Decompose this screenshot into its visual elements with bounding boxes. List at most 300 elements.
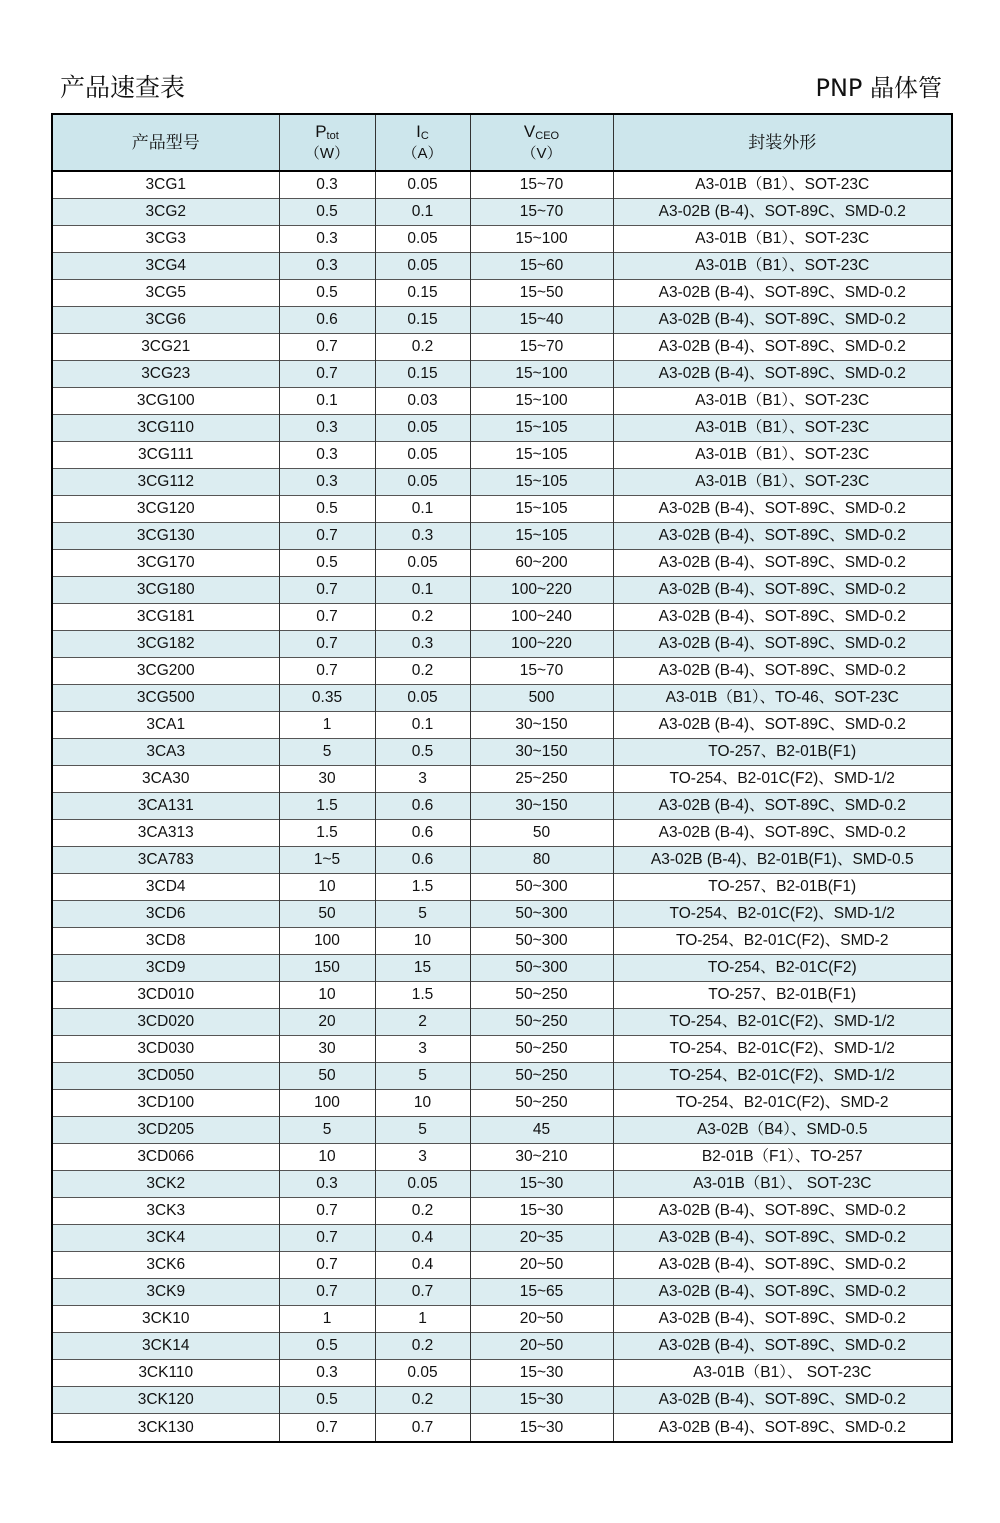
- cell-ptot: 0.35: [279, 685, 375, 712]
- cell-package: TO-254、B2-01C(F2)、SMD-1/2: [613, 1009, 951, 1036]
- cell-vceo: 15~70: [470, 658, 613, 685]
- cell-model: 3CK120: [53, 1387, 279, 1414]
- cell-ic: 0.2: [375, 658, 470, 685]
- cell-ptot: 0.5: [279, 1333, 375, 1360]
- table-row: [53, 820, 951, 847]
- cell-ic: 0.1: [375, 199, 470, 226]
- table-row: [53, 469, 951, 496]
- cell-ic: 0.05: [375, 469, 470, 496]
- cell-model: 3CD8: [53, 928, 279, 955]
- column-header-model: [53, 115, 279, 171]
- table-row: [53, 604, 951, 631]
- cell-vceo: 15~105: [470, 523, 613, 550]
- cell-package: A3-02B (B-4)、SOT-89C、SMD-0.2: [613, 307, 951, 334]
- cell-model: 3CG130: [53, 523, 279, 550]
- cell-package: A3-02B (B-4)、B2-01B(F1)、SMD-0.5: [613, 847, 951, 874]
- cell-package: A3-01B（B1）、SOT-23C: [613, 253, 951, 280]
- table-row: [53, 766, 951, 793]
- cell-ptot: 1.5: [279, 820, 375, 847]
- cell-package: A3-01B（B1）、TO-46、SOT-23C: [613, 685, 951, 712]
- cell-ic: 0.05: [375, 226, 470, 253]
- cell-vceo: 15~30: [470, 1360, 613, 1387]
- cell-vceo: 15~30: [470, 1414, 613, 1442]
- column-header-ic: [375, 115, 470, 171]
- cell-model: 3CD020: [53, 1009, 279, 1036]
- table-row: [53, 847, 951, 874]
- cell-package: A3-01B（B1）、 SOT-23C: [613, 1171, 951, 1198]
- cell-package: A3-02B (B-4)、SOT-89C、SMD-0.2: [613, 1306, 951, 1333]
- ptot-symbol-letter: P: [315, 121, 327, 141]
- cell-ic: 0.1: [375, 496, 470, 523]
- cell-ptot: 0.7: [279, 631, 375, 658]
- cell-model: 3CG1: [53, 171, 279, 199]
- cell-ptot: 30: [279, 766, 375, 793]
- cell-ptot: 0.5: [279, 199, 375, 226]
- table-row: [53, 1225, 951, 1252]
- cell-ic: 0.05: [375, 442, 470, 469]
- table-row: [53, 550, 951, 577]
- cell-package: TO-257、B2-01B(F1): [613, 874, 951, 901]
- cell-model: 3CG181: [53, 604, 279, 631]
- table-row: [53, 442, 951, 469]
- table-row: [53, 199, 951, 226]
- cell-vceo: 50~250: [470, 1090, 613, 1117]
- cell-vceo: 50~300: [470, 901, 613, 928]
- cell-model: 3CG120: [53, 496, 279, 523]
- cell-ic: 3: [375, 1144, 470, 1171]
- cell-model: 3CD010: [53, 982, 279, 1009]
- vceo-symbol-subscript: CEO: [535, 129, 560, 142]
- cell-package: A3-02B (B-4)、SOT-89C、SMD-0.2: [613, 550, 951, 577]
- cell-ic: 0.2: [375, 1198, 470, 1225]
- cell-ic: 0.05: [375, 415, 470, 442]
- cell-model: 3CA30: [53, 766, 279, 793]
- cell-vceo: 20~50: [470, 1333, 613, 1360]
- vceo-symbol-letter: V: [523, 121, 536, 141]
- cell-package: A3-02B (B-4)、SOT-89C、SMD-0.2: [613, 658, 951, 685]
- table-row: [53, 1036, 951, 1063]
- cell-vceo: 80: [470, 847, 613, 874]
- ptot-symbol-subscript: tot: [326, 129, 339, 142]
- cell-ptot: 0.7: [279, 604, 375, 631]
- cell-package: A3-02B (B-4)、SOT-89C、SMD-0.2: [613, 334, 951, 361]
- cell-vceo: 15~100: [470, 361, 613, 388]
- cell-vceo: 15~105: [470, 442, 613, 469]
- column-header-model-label: 产品型号: [131, 132, 200, 152]
- cell-vceo: 45: [470, 1117, 613, 1144]
- table-row: [53, 1414, 951, 1442]
- page-subtitle: PNP 晶体管: [815, 74, 942, 102]
- cell-model: 3CG500: [53, 685, 279, 712]
- cell-ic: 0.4: [375, 1225, 470, 1252]
- ic-symbol-letter: I: [416, 121, 421, 141]
- cell-ic: 0.1: [375, 712, 470, 739]
- cell-model: 3CG3: [53, 226, 279, 253]
- cell-ptot: 0.7: [279, 334, 375, 361]
- cell-ptot: 0.7: [279, 1414, 375, 1442]
- cell-ic: 0.3: [375, 631, 470, 658]
- cell-ic: 5: [375, 1117, 470, 1144]
- table-row: [53, 1090, 951, 1117]
- cell-model: 3CA783: [53, 847, 279, 874]
- cell-ic: 0.05: [375, 1171, 470, 1198]
- cell-vceo: 25~250: [470, 766, 613, 793]
- cell-model: 3CG170: [53, 550, 279, 577]
- cell-ptot: 5: [279, 1117, 375, 1144]
- cell-ptot: 1: [279, 1306, 375, 1333]
- cell-model: 3CK4: [53, 1225, 279, 1252]
- table-row: [53, 1009, 951, 1036]
- cell-package: A3-02B (B-4)、SOT-89C、SMD-0.2: [613, 1252, 951, 1279]
- cell-model: 3CD030: [53, 1036, 279, 1063]
- table-body: [53, 171, 951, 1441]
- cell-vceo: 30~150: [470, 739, 613, 766]
- table-row: [53, 712, 951, 739]
- cell-vceo: 50~250: [470, 1063, 613, 1090]
- cell-package: TO-254、B2-01C(F2)、SMD-1/2: [613, 901, 951, 928]
- cell-model: 3CG6: [53, 307, 279, 334]
- cell-ptot: 0.3: [279, 1360, 375, 1387]
- cell-ic: 1: [375, 1306, 470, 1333]
- table-row: [53, 388, 951, 415]
- cell-package: TO-254、B2-01C(F2)、SMD-2: [613, 1090, 951, 1117]
- ic-unit: （A）: [402, 144, 443, 162]
- cell-ptot: 0.5: [279, 1387, 375, 1414]
- cell-vceo: 15~50: [470, 280, 613, 307]
- cell-vceo: 50~300: [470, 874, 613, 901]
- table-row: [53, 334, 951, 361]
- cell-model: 3CD6: [53, 901, 279, 928]
- table-row: [53, 307, 951, 334]
- table-row: [53, 1117, 951, 1144]
- cell-ptot: 0.3: [279, 415, 375, 442]
- product-table: [53, 115, 951, 1441]
- cell-package: A3-02B (B-4)、SOT-89C、SMD-0.2: [613, 1414, 951, 1442]
- cell-package: B2-01B（F1）、TO-257: [613, 1144, 951, 1171]
- cell-package: TO-254、B2-01C(F2): [613, 955, 951, 982]
- cell-vceo: 50~250: [470, 1036, 613, 1063]
- cell-package: A3-02B (B-4)、SOT-89C、SMD-0.2: [613, 361, 951, 388]
- cell-ptot: 10: [279, 1144, 375, 1171]
- cell-vceo: 100~240: [470, 604, 613, 631]
- table-row: [53, 1279, 951, 1306]
- cell-ptot: 0.5: [279, 550, 375, 577]
- cell-ptot: 0.7: [279, 361, 375, 388]
- cell-ic: 0.5: [375, 739, 470, 766]
- ptot-unit: （W）: [304, 144, 350, 162]
- cell-ptot: 0.3: [279, 171, 375, 199]
- cell-model: 3CA313: [53, 820, 279, 847]
- cell-vceo: 30~150: [470, 712, 613, 739]
- cell-ic: 3: [375, 766, 470, 793]
- cell-vceo: 15~30: [470, 1198, 613, 1225]
- cell-ptot: 0.7: [279, 1225, 375, 1252]
- cell-vceo: 15~70: [470, 334, 613, 361]
- table-row: [53, 361, 951, 388]
- table-row: [53, 1333, 951, 1360]
- cell-package: A3-01B（B1）、SOT-23C: [613, 415, 951, 442]
- cell-vceo: 15~30: [470, 1171, 613, 1198]
- cell-ptot: 0.3: [279, 469, 375, 496]
- page-title: 产品速查表: [60, 73, 186, 102]
- cell-package: A3-01B（B1）、SOT-23C: [613, 442, 951, 469]
- cell-ic: 0.6: [375, 793, 470, 820]
- cell-model: 3CD4: [53, 874, 279, 901]
- table-row: [53, 1387, 951, 1414]
- cell-ptot: 0.1: [279, 388, 375, 415]
- vceo-symbol: [524, 122, 559, 141]
- cell-vceo: 50~300: [470, 955, 613, 982]
- cell-ptot: 0.7: [279, 1198, 375, 1225]
- cell-ptot: 150: [279, 955, 375, 982]
- cell-ptot: 0.7: [279, 523, 375, 550]
- cell-vceo: 15~65: [470, 1279, 613, 1306]
- cell-model: 3CG21: [53, 334, 279, 361]
- table-row: [53, 1252, 951, 1279]
- cell-vceo: 15~100: [470, 226, 613, 253]
- table-row: [53, 253, 951, 280]
- cell-model: 3CD066: [53, 1144, 279, 1171]
- table-row: [53, 171, 951, 199]
- cell-package: A3-02B (B-4)、SOT-89C、SMD-0.2: [613, 199, 951, 226]
- cell-vceo: 60~200: [470, 550, 613, 577]
- cell-package: A3-02B (B-4)、SOT-89C、SMD-0.2: [613, 1198, 951, 1225]
- cell-ic: 0.15: [375, 280, 470, 307]
- cell-ptot: 0.7: [279, 658, 375, 685]
- cell-ic: 0.05: [375, 253, 470, 280]
- table-row: [53, 577, 951, 604]
- cell-model: 3CG110: [53, 415, 279, 442]
- cell-ic: 5: [375, 1063, 470, 1090]
- cell-package: TO-257、B2-01B(F1): [613, 982, 951, 1009]
- cell-ic: 0.15: [375, 361, 470, 388]
- cell-model: 3CK2: [53, 1171, 279, 1198]
- cell-model: 3CG111: [53, 442, 279, 469]
- cell-model: 3CD100: [53, 1090, 279, 1117]
- cell-ic: 0.3: [375, 523, 470, 550]
- cell-package: TO-254、B2-01C(F2)、SMD-1/2: [613, 1063, 951, 1090]
- cell-ic: 0.03: [375, 388, 470, 415]
- cell-package: A3-01B（B1）、SOT-23C: [613, 226, 951, 253]
- table-row: [53, 901, 951, 928]
- cell-package: A3-02B (B-4)、SOT-89C、SMD-0.2: [613, 496, 951, 523]
- table-header: [53, 115, 951, 171]
- cell-ptot: 0.3: [279, 226, 375, 253]
- cell-ptot: 0.7: [279, 1279, 375, 1306]
- cell-package: A3-02B (B-4)、SOT-89C、SMD-0.2: [613, 1225, 951, 1252]
- table-row: [53, 1360, 951, 1387]
- cell-package: A3-02B (B-4)、SOT-89C、SMD-0.2: [613, 1279, 951, 1306]
- cell-ic: 0.6: [375, 820, 470, 847]
- cell-ptot: 20: [279, 1009, 375, 1036]
- cell-model: 3CK130: [53, 1414, 279, 1442]
- cell-vceo: 100~220: [470, 631, 613, 658]
- column-header-ptot: [279, 115, 375, 171]
- cell-ic: 1.5: [375, 982, 470, 1009]
- cell-model: 3CD9: [53, 955, 279, 982]
- cell-ic: 0.05: [375, 1360, 470, 1387]
- vceo-unit: （V）: [521, 144, 562, 162]
- cell-model: 3CG180: [53, 577, 279, 604]
- cell-ic: 3: [375, 1036, 470, 1063]
- cell-ic: 10: [375, 928, 470, 955]
- cell-vceo: 15~70: [470, 199, 613, 226]
- cell-vceo: 15~60: [470, 253, 613, 280]
- cell-model: 3CD050: [53, 1063, 279, 1090]
- cell-ic: 5: [375, 901, 470, 928]
- cell-package: A3-02B (B-4)、SOT-89C、SMD-0.2: [613, 631, 951, 658]
- cell-vceo: 20~50: [470, 1252, 613, 1279]
- cell-vceo: 15~100: [470, 388, 613, 415]
- table-row: [53, 685, 951, 712]
- cell-package: A3-02B (B-4)、SOT-89C、SMD-0.2: [613, 577, 951, 604]
- cell-model: 3CG2: [53, 199, 279, 226]
- cell-package: A3-02B (B-4)、SOT-89C、SMD-0.2: [613, 523, 951, 550]
- cell-ic: 0.05: [375, 550, 470, 577]
- cell-model: 3CG5: [53, 280, 279, 307]
- cell-vceo: 15~105: [470, 469, 613, 496]
- cell-ic: 2: [375, 1009, 470, 1036]
- cell-vceo: 50~250: [470, 982, 613, 1009]
- table-row: [53, 1063, 951, 1090]
- cell-vceo: 50~250: [470, 1009, 613, 1036]
- table-row: [53, 928, 951, 955]
- cell-model: 3CA3: [53, 739, 279, 766]
- cell-ic: 0.4: [375, 1252, 470, 1279]
- cell-package: TO-257、B2-01B(F1): [613, 739, 951, 766]
- cell-ic: 0.05: [375, 171, 470, 199]
- table-row: [53, 1198, 951, 1225]
- cell-model: 3CK14: [53, 1333, 279, 1360]
- cell-ptot: 0.3: [279, 1171, 375, 1198]
- cell-model: 3CK110: [53, 1360, 279, 1387]
- cell-vceo: 15~105: [470, 496, 613, 523]
- cell-ic: 0.6: [375, 847, 470, 874]
- cell-ptot: 50: [279, 901, 375, 928]
- cell-model: 3CG100: [53, 388, 279, 415]
- cell-ic: 15: [375, 955, 470, 982]
- cell-ptot: 5: [279, 739, 375, 766]
- cell-ic: 10: [375, 1090, 470, 1117]
- cell-ptot: 100: [279, 928, 375, 955]
- table-row: [53, 1306, 951, 1333]
- cell-package: A3-01B（B1）、SOT-23C: [613, 469, 951, 496]
- cell-ptot: 100: [279, 1090, 375, 1117]
- table-row: [53, 658, 951, 685]
- cell-package: TO-254、B2-01C(F2)、SMD-1/2: [613, 766, 951, 793]
- ic-symbol-subscript: C: [420, 129, 429, 142]
- cell-model: 3CK6: [53, 1252, 279, 1279]
- cell-ptot: 30: [279, 1036, 375, 1063]
- cell-vceo: 500: [470, 685, 613, 712]
- cell-ptot: 0.6: [279, 307, 375, 334]
- cell-vceo: 30~210: [470, 1144, 613, 1171]
- cell-vceo: 100~220: [470, 577, 613, 604]
- table-row: [53, 280, 951, 307]
- cell-package: A3-02B (B-4)、SOT-89C、SMD-0.2: [613, 1387, 951, 1414]
- table-row: [53, 415, 951, 442]
- cell-ic: 1.5: [375, 874, 470, 901]
- table-row: [53, 874, 951, 901]
- cell-vceo: 30~150: [470, 793, 613, 820]
- column-header-package: [613, 115, 951, 171]
- cell-ptot: 1: [279, 712, 375, 739]
- cell-model: 3CK9: [53, 1279, 279, 1306]
- cell-vceo: 50~300: [470, 928, 613, 955]
- cell-ic: 0.1: [375, 577, 470, 604]
- cell-model: 3CG4: [53, 253, 279, 280]
- table-row: [53, 793, 951, 820]
- cell-package: TO-254、B2-01C(F2)、SMD-2: [613, 928, 951, 955]
- cell-package: A3-01B（B1）、SOT-23C: [613, 171, 951, 199]
- cell-ic: 0.05: [375, 685, 470, 712]
- table-row: [53, 739, 951, 766]
- table-row: [53, 982, 951, 1009]
- cell-ic: 0.7: [375, 1414, 470, 1442]
- cell-model: 3CG112: [53, 469, 279, 496]
- cell-ic: 0.2: [375, 1387, 470, 1414]
- table-row: [53, 631, 951, 658]
- header-row: [53, 115, 951, 171]
- cell-package: A3-02B (B-4)、SOT-89C、SMD-0.2: [613, 1333, 951, 1360]
- cell-package: A3-01B（B1）、SOT-23C: [613, 388, 951, 415]
- cell-vceo: 15~40: [470, 307, 613, 334]
- cell-ptot: 1.5: [279, 793, 375, 820]
- table-row: [53, 1171, 951, 1198]
- cell-model: 3CA131: [53, 793, 279, 820]
- cell-ic: 0.2: [375, 1333, 470, 1360]
- table-row: [53, 226, 951, 253]
- cell-ptot: 0.7: [279, 1252, 375, 1279]
- cell-ptot: 0.3: [279, 253, 375, 280]
- cell-package: A3-02B (B-4)、SOT-89C、SMD-0.2: [613, 604, 951, 631]
- cell-ptot: 0.5: [279, 496, 375, 523]
- cell-model: 3CD205: [53, 1117, 279, 1144]
- cell-vceo: 15~30: [470, 1387, 613, 1414]
- cell-ic: 0.2: [375, 604, 470, 631]
- cell-ic: 0.7: [375, 1279, 470, 1306]
- cell-vceo: 20~50: [470, 1306, 613, 1333]
- cell-ptot: 10: [279, 874, 375, 901]
- cell-package: A3-02B (B-4)、SOT-89C、SMD-0.2: [613, 793, 951, 820]
- cell-model: 3CG200: [53, 658, 279, 685]
- column-header-package-label: 封装外形: [748, 132, 817, 152]
- cell-ic: 0.2: [375, 334, 470, 361]
- table-row: [53, 955, 951, 982]
- cell-vceo: 15~70: [470, 171, 613, 199]
- column-header-vceo: [470, 115, 613, 171]
- cell-package: A3-02B (B-4)、SOT-89C、SMD-0.2: [613, 280, 951, 307]
- cell-model: 3CK3: [53, 1198, 279, 1225]
- cell-ic: 0.15: [375, 307, 470, 334]
- cell-vceo: 50: [470, 820, 613, 847]
- cell-model: 3CA1: [53, 712, 279, 739]
- cell-ptot: 1~5: [279, 847, 375, 874]
- cell-model: 3CG182: [53, 631, 279, 658]
- cell-package: TO-254、B2-01C(F2)、SMD-1/2: [613, 1036, 951, 1063]
- product-table-container: [51, 113, 953, 1443]
- cell-vceo: 20~35: [470, 1225, 613, 1252]
- cell-package: A3-02B（B4）、SMD-0.5: [613, 1117, 951, 1144]
- cell-ptot: 0.3: [279, 442, 375, 469]
- cell-ptot: 50: [279, 1063, 375, 1090]
- table-row: [53, 496, 951, 523]
- cell-model: 3CG23: [53, 361, 279, 388]
- cell-package: A3-02B (B-4)、SOT-89C、SMD-0.2: [613, 820, 951, 847]
- cell-vceo: 15~105: [470, 415, 613, 442]
- cell-ptot: 0.5: [279, 280, 375, 307]
- cell-model: 3CK10: [53, 1306, 279, 1333]
